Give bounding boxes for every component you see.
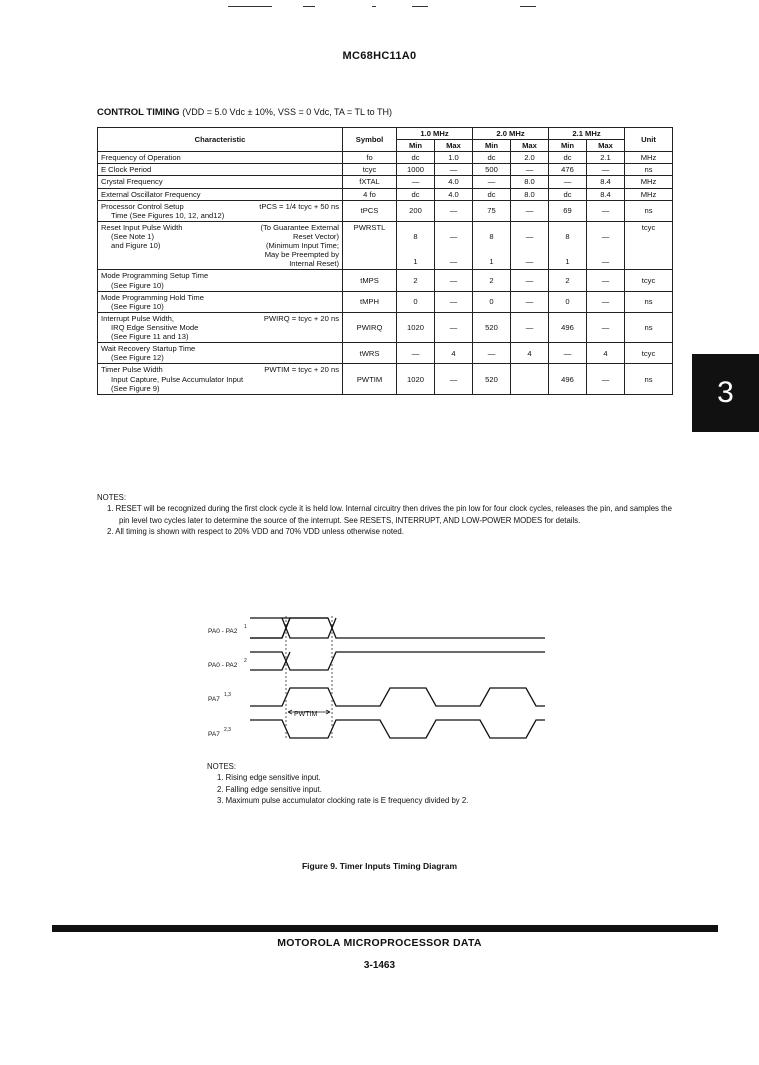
char-line: Internal Reset) [289, 259, 339, 269]
cell-value: 200 [397, 200, 435, 221]
row-unit: tcyc [625, 221, 673, 270]
cell-value: 1020 [397, 364, 435, 394]
table-row [98, 312, 673, 342]
cell-value: — [587, 364, 625, 394]
row-unit: ns [625, 200, 673, 221]
table-row [98, 176, 673, 188]
row-characteristic [98, 270, 343, 291]
table-row [98, 164, 673, 176]
cell-value: — [587, 164, 625, 176]
waveform-pa7-rising [250, 688, 545, 706]
char-line: (See Note 1) [111, 231, 155, 241]
header-unit: Unit [625, 128, 673, 152]
row-characteristic [98, 221, 343, 270]
pw-label: PWTIM [294, 711, 318, 718]
char-line: and Figure 10) [111, 241, 161, 251]
note-item: 1. RESET will be recognized during the first clock cycle it is held low. Internal circuitry then drives the pin low for four clock cycles, releases the pin, and samples the pin level two cycles later to determine the source of the interrupt. See RESETS, INTERRUPT, AND LOW-POWER MODES for details. [107, 504, 672, 525]
char-line: IRQ Edge Sensitive Mode [111, 322, 199, 332]
cell-value: — [587, 291, 625, 312]
signal-label: PA0 - PA2 [208, 662, 238, 669]
cell-value: 8.0 [511, 188, 549, 200]
cell-value: — [525, 257, 534, 267]
row-symbol: tWRS [343, 343, 397, 364]
cell-value: — [587, 312, 625, 342]
cell-value: 1000 [397, 164, 435, 176]
cell-value: 1 [413, 257, 418, 267]
cell-value: — [587, 200, 625, 221]
header-freq-1: 1.0 MHz [397, 128, 473, 140]
char-formula: tPCS = 1/4 tcyc + 50 ns [259, 201, 339, 211]
header-freq-2: 2.0 MHz [473, 128, 549, 140]
cell-value: 8.0 [511, 176, 549, 188]
signal-label: PA7 [208, 731, 220, 738]
cell-value: 476 [549, 164, 587, 176]
char-formula: PWIRQ = tcyc + 20 ns [263, 313, 339, 323]
diagram-notes-heading: NOTES: [207, 762, 237, 771]
cell-value: — [473, 343, 511, 364]
cell-value: 8.4 [587, 176, 625, 188]
section-tab: 3 [692, 354, 759, 432]
cell-value: — [587, 270, 625, 291]
cell-value-pair [587, 221, 625, 270]
waveform-pa0-pa2-rising-upper [250, 618, 336, 638]
row-unit: tcyc [625, 270, 673, 291]
char-line: May be Preempted by [264, 250, 339, 260]
cell-value: 69 [549, 200, 587, 221]
cell-value: 0 [549, 291, 587, 312]
signal-label-sup: 1 [244, 624, 247, 630]
cell-value: 1 [489, 257, 494, 267]
table-row [98, 291, 673, 312]
row-symbol: tPCS [343, 200, 397, 221]
cell-value: 2 [397, 270, 435, 291]
diagram-note-item: 1. Rising edge sensitive input. [217, 773, 321, 783]
footer-title: MOTOROLA MICROPROCESSOR DATA [277, 937, 482, 949]
cell-value: — [435, 312, 473, 342]
cell-value: 0 [397, 291, 435, 312]
row-unit: ns [625, 364, 673, 394]
diagram-notes [207, 761, 468, 806]
char-formula: PWTIM = tcyc + 20 ns [264, 365, 339, 375]
cell-value: 1.0 [435, 152, 473, 164]
row-unit: MHz [625, 188, 673, 200]
header-min: Min [473, 140, 511, 152]
header-max: Max [435, 140, 473, 152]
cell-value: — [525, 232, 534, 242]
cell-value: — [511, 164, 549, 176]
cell-value-pair [397, 221, 435, 270]
row-unit: MHz [625, 176, 673, 188]
row-symbol: PWIRQ [343, 312, 397, 342]
page-number: 3-1463 [363, 960, 396, 971]
diagram-note-item: 3. Maximum pulse accumulator clocking rate is E frequency divided by 2. [217, 795, 469, 805]
char-line: (See Figure 10) [111, 301, 164, 311]
cell-value: 0 [473, 291, 511, 312]
row-unit: ns [625, 291, 673, 312]
waveform-edge [250, 618, 290, 638]
cell-value: dc [473, 188, 511, 200]
cell-value: dc [549, 188, 587, 200]
cell-value-pair [549, 221, 587, 270]
row-symbol: tMPS [343, 270, 397, 291]
control-timing-table [97, 127, 673, 395]
row-characteristic [98, 364, 343, 394]
char-line: (Minimum Input Time; [265, 241, 339, 251]
char-line: Wait Recovery Startup Time [101, 344, 196, 354]
cell-value: — [397, 343, 435, 364]
row-unit: MHz [625, 152, 673, 164]
row-unit: ns [625, 164, 673, 176]
cell-value: — [511, 200, 549, 221]
cell-value: 496 [549, 312, 587, 342]
cell-value: dc [397, 152, 435, 164]
cell-value: — [435, 164, 473, 176]
cell-value: 2 [549, 270, 587, 291]
char-line: Input Capture, Pulse Accumulator Input [111, 374, 244, 384]
cell-value: — [435, 364, 473, 394]
cell-value: 2.0 [511, 152, 549, 164]
cell-value: 500 [473, 164, 511, 176]
row-characteristic [98, 200, 343, 221]
note-item: 2. All timing is shown with respect to 20% VDD and 70% VDD unless otherwise noted. [107, 526, 404, 536]
notes-heading: NOTES: [97, 493, 127, 502]
char-line: Timer Pulse Width [101, 365, 163, 375]
page-title: MC68HC11A0 [342, 50, 417, 62]
cell-value: — [511, 312, 549, 342]
cell-value: — [435, 291, 473, 312]
cell-value: 2.1 [587, 152, 625, 164]
cell-value: — [601, 257, 610, 267]
cell-value: dc [549, 152, 587, 164]
cell-value: 496 [549, 364, 587, 394]
cell-value [511, 364, 549, 394]
cell-value: — [449, 257, 458, 267]
signal-label: PA0 - PA2 [208, 628, 238, 635]
row-characteristic: Crystal Frequency [98, 176, 343, 188]
cell-value: dc [473, 152, 511, 164]
signal-label: PA7 [208, 696, 220, 703]
table-row [98, 343, 673, 364]
table-row [98, 221, 673, 270]
cell-value: — [435, 200, 473, 221]
row-unit: tcyc [625, 343, 673, 364]
char-line: Mode Programming Hold Time [101, 292, 204, 302]
signal-label-sup: 1,3 [224, 692, 231, 698]
cell-value: 520 [473, 364, 511, 394]
cell-value: — [601, 232, 610, 242]
cell-value: 8 [565, 232, 570, 242]
cell-value-pair [511, 221, 549, 270]
cell-value: 75 [473, 200, 511, 221]
cell-value: — [549, 176, 587, 188]
cell-value: — [511, 291, 549, 312]
cell-value: 8 [489, 232, 494, 242]
cell-value: 8.4 [587, 188, 625, 200]
row-characteristic: E Clock Period [98, 164, 343, 176]
char-line: (See Figure 11 and 13) [111, 332, 189, 342]
cell-value: 4 [587, 343, 625, 364]
cell-value: — [449, 232, 458, 242]
row-symbol: tcyc [343, 164, 397, 176]
diagram-note-item: 2. Falling edge sensitive input. [217, 784, 322, 794]
cell-value: 4.0 [435, 188, 473, 200]
header-freq-3: 2.1 MHz [549, 128, 625, 140]
header-min: Min [397, 140, 435, 152]
cell-value: dc [397, 188, 435, 200]
header-symbol: Symbol [343, 128, 397, 152]
cell-value: 4 [511, 343, 549, 364]
waveform-pa7-falling [250, 720, 545, 738]
header-characteristic: Characteristic [98, 128, 343, 152]
char-line: Time (See Figures 10, 12, and12) [111, 210, 225, 220]
row-characteristic: Frequency of Operation [98, 152, 343, 164]
header-max: Max [587, 140, 625, 152]
table-row [98, 152, 673, 164]
cell-value: — [511, 270, 549, 291]
row-symbol: fXTAL [343, 176, 397, 188]
header-max: Max [511, 140, 549, 152]
char-line: (See Figure 10) [111, 280, 164, 290]
row-symbol: PWRSTL [343, 221, 397, 270]
cell-value: 4 [435, 343, 473, 364]
section-conditions: (VDD = 5.0 Vdc ± 10%, VSS = 0 Vdc, TA = TL to TH) [182, 107, 392, 117]
section-title [97, 107, 392, 118]
char-line: Reset Vector) [292, 231, 339, 241]
signal-label-sup: 2,3 [224, 727, 231, 733]
char-line: (See Figure 9) [111, 383, 160, 393]
waveform-pa0-pa2-rising [250, 618, 545, 638]
timer-inputs-timing-diagram [200, 612, 570, 742]
cell-value-pair [435, 221, 473, 270]
row-unit: ns [625, 312, 673, 342]
char-line: Interrupt Pulse Width, [101, 313, 175, 323]
row-characteristic [98, 291, 343, 312]
cell-value: 1020 [397, 312, 435, 342]
signal-label-sup: 2 [244, 658, 247, 664]
cell-value: — [549, 343, 587, 364]
table-notes [97, 492, 675, 537]
table-row [98, 188, 673, 200]
cell-value-pair [473, 221, 511, 270]
table-row [98, 364, 673, 394]
waveform-edge [250, 652, 290, 670]
cell-value: 2 [473, 270, 511, 291]
top-scan-marks [0, 6, 759, 10]
section-title-text: CONTROL TIMING [97, 107, 180, 118]
cell-value: — [435, 270, 473, 291]
table-header-row [98, 128, 673, 140]
figure-caption: Figure 9. Timer Inputs Timing Diagram [301, 861, 458, 871]
cell-value: — [397, 176, 435, 188]
table-row [98, 270, 673, 291]
cell-value: 4.0 [435, 176, 473, 188]
row-characteristic [98, 312, 343, 342]
cell-value: 1 [565, 257, 570, 267]
char-line: (See Figure 12) [111, 353, 164, 363]
cell-value: 8 [413, 232, 418, 242]
waveform-pa0-pa2-falling [250, 652, 545, 670]
table-row [98, 200, 673, 221]
header-min: Min [549, 140, 587, 152]
char-line: Processor Control Setup [101, 201, 184, 211]
row-symbol: fo [343, 152, 397, 164]
char-line: (To Guarantee External [260, 222, 339, 232]
row-symbol: tMPH [343, 291, 397, 312]
row-symbol: PWTIM [343, 364, 397, 394]
char-line: Mode Programming Setup Time [101, 271, 209, 281]
row-symbol: 4 fo [343, 188, 397, 200]
cell-value: — [473, 176, 511, 188]
row-characteristic [98, 343, 343, 364]
char-line: Reset Input Pulse Width [101, 222, 183, 232]
cell-value: 520 [473, 312, 511, 342]
footer-bar [52, 925, 718, 932]
row-characteristic: External Oscillator Frequency [98, 188, 343, 200]
